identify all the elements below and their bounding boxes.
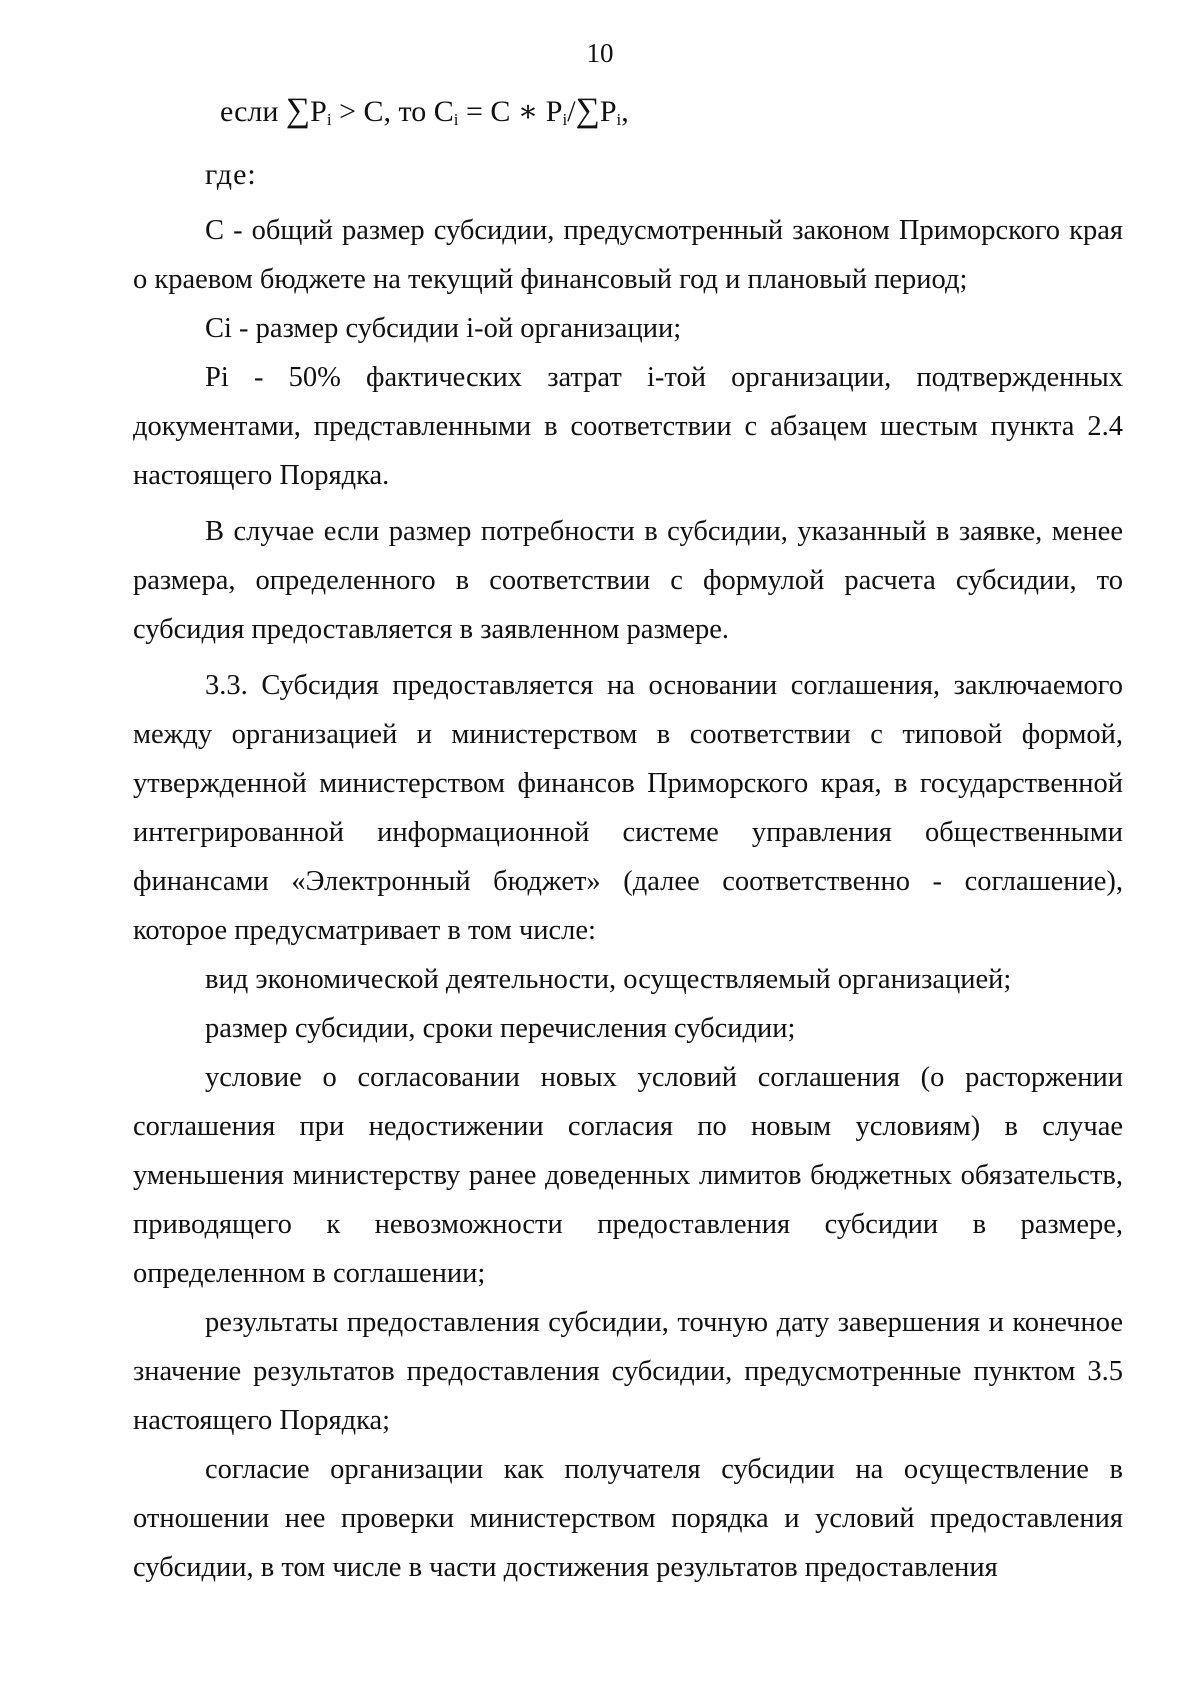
sum-symbol: ∑: [575, 92, 600, 129]
formula-comma: ,: [621, 95, 629, 128]
sum-symbol: ∑: [285, 92, 311, 129]
formula-gt-c: > C, то C: [331, 95, 454, 128]
formula-index: i: [453, 110, 459, 129]
where-label: где:: [205, 158, 257, 191]
paragraph-subsidy-size: размер субсидии, сроки перечисления субсидии;: [205, 1013, 796, 1044]
formula-p: P: [310, 95, 327, 128]
subsidy-formula: [220, 92, 629, 130]
formula-index: i: [562, 110, 568, 129]
formula-slash: /: [567, 95, 576, 128]
paragraph-section-3-3: 3.3. Субсидия предоставляется на основании соглашения, заключаемого между организацией и министерством в соответствии с типовой формой, утвержденной министерством финансов Приморского края, в государственной интегрированной информационной системе управления общественными финансами «Электронный бюджет» (далее соответственно - соглашение), которое предусматривает в том числе:: [133, 670, 1123, 946]
paragraph-pi-definition: Pi - 50% фактических затрат i-той организации, подтвержденных документами, представленными в соответствии с абзацем шестым пункта 2.4 настоящего Порядка.: [133, 362, 1123, 491]
formula-p: P: [599, 95, 617, 128]
paragraph-new-conditions: условие о согласовании новых условий соглашения (о расторжении соглашения при недостижении согласия по новым условиям) в случае уменьшения министерству ранее доведенных лимитов бюджетных обязательств, приводящего к невозможности предоставления субсидии в размере, определенном в соглашении;: [133, 1062, 1123, 1289]
paragraph-ci-definition: Сi - размер субсидии i-ой организации;: [205, 313, 682, 344]
paragraph-consent: согласие организации как получателя субсидии на осуществление в отношении нее проверки министерством порядка и условий предоставления субсидии, в том числе в части достижения результатов предоставления: [133, 1454, 1123, 1583]
formula-index: i: [616, 110, 622, 129]
paragraph-results: результаты предоставления субсидии, точную дату завершения и конечное значение результатов предоставления субсидии, предусмотренные пунктом 3.5 настоящего Порядка;: [133, 1307, 1123, 1436]
formula-if-word: если: [220, 95, 279, 128]
body-text: [133, 206, 1123, 1592]
paragraph-activity-type: вид экономической деятельности, осуществляемый организацией;: [205, 964, 1012, 995]
page-number: 10: [586, 38, 614, 68]
formula-index: i: [326, 110, 332, 129]
paragraph-c-definition: С - общий размер субсидии, предусмотренный законом Приморского края о краевом бюджете на текущий финансовый год и плановый период;: [133, 215, 1123, 295]
formula-eq-c-times: = C ∗ P: [458, 95, 563, 128]
paragraph-need-case: В случае если размер потребности в субсидии, указанный в заявке, менее размера, определенного в соответствии с формулой расчета субсидии, то субсидия предоставляется в заявленном размере.: [133, 516, 1123, 645]
